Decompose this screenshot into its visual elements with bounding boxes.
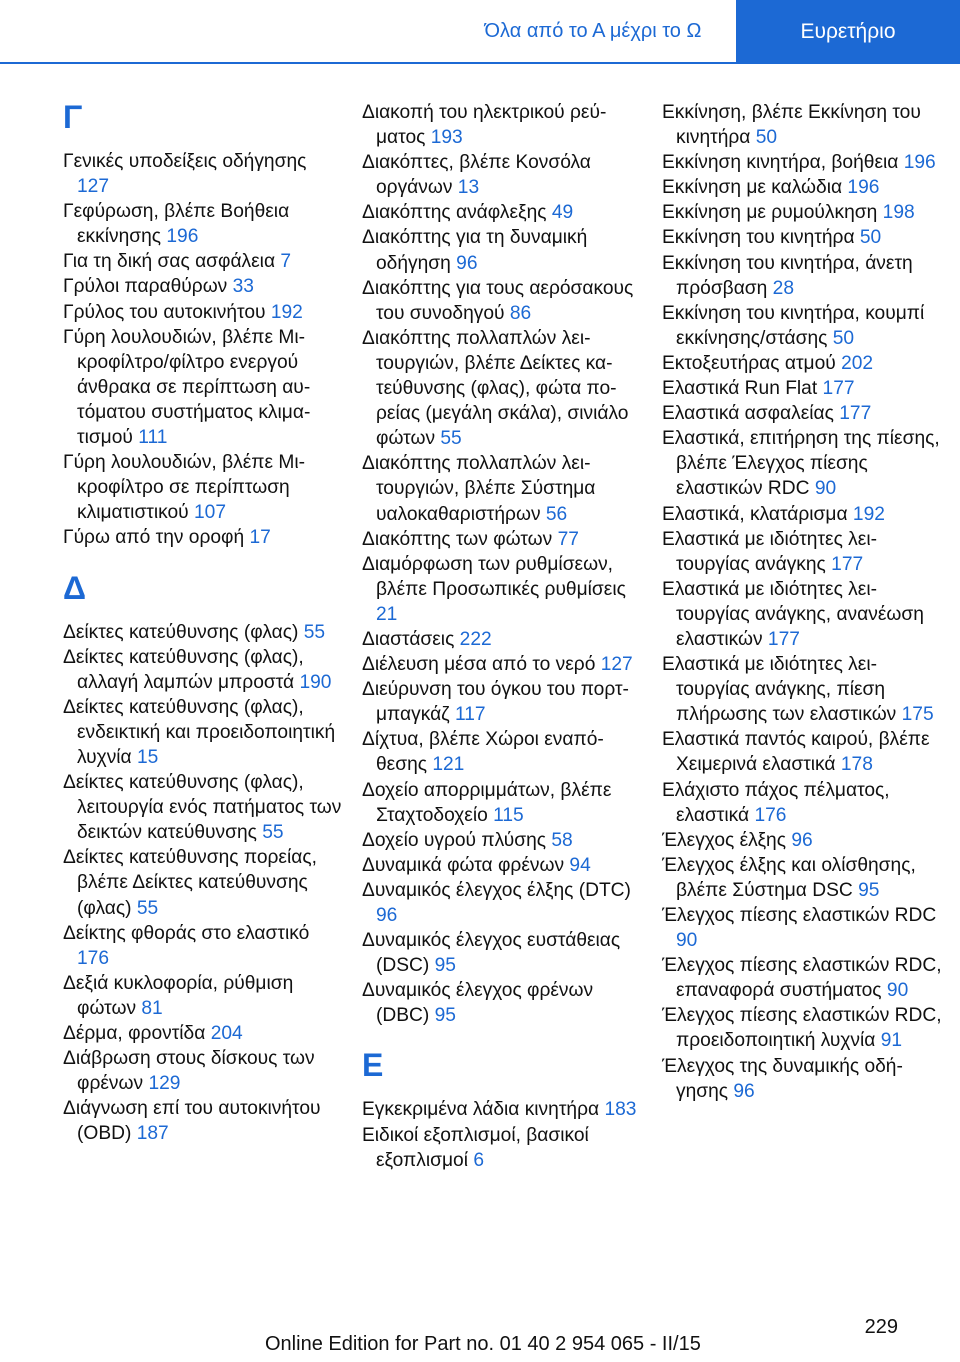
index-page-link[interactable]: 204 [210,1023,243,1044]
index-entry [362,778,642,828]
index-entry [362,727,642,777]
index-page-link[interactable]: 55 [136,897,159,919]
index-entry-text: Έλεγχος έλξης και ολίσθησης, βλέπε Σύστημα DSC [662,854,916,901]
index-entry [63,300,343,325]
index-entry [63,845,343,920]
index-page-link[interactable]: 90 [886,980,909,1002]
index-page-link[interactable]: 177 [831,553,864,575]
index-entry-text: Δείκτης φθοράς στο ελαστικό [63,922,310,944]
index-page-link[interactable]: 202 [841,352,874,374]
index-entry [362,1123,642,1173]
index-page-link[interactable]: 127 [77,176,110,198]
index-page-link[interactable]: 187 [136,1123,169,1145]
index-entry [63,325,343,450]
index-entry [362,878,642,928]
index-page-link[interactable]: 94 [569,854,591,876]
index-entry [63,645,343,695]
header-rule [0,62,960,64]
index-entry [63,695,343,770]
index-entry [362,451,642,526]
index-entry-text: Δυναμικός έλεγχος φρένων (DBC) [362,980,594,1027]
index-page-link[interactable]: 95 [434,955,456,977]
index-entry [63,450,343,525]
index-page-link[interactable]: 175 [901,704,934,726]
index-entry [662,426,942,501]
index-entry-text: Ελαστικά, επιτήρηση της πίεσης, βλέπε Έλεγχος πίεσης ελαστικών RDC [662,428,940,500]
index-entry-text: Εκκίνηση κινητήρα, βοήθεια [662,152,899,174]
index-page-link[interactable]: 55 [440,428,462,450]
index-entry [362,978,642,1028]
index-entry [662,828,942,853]
index-entry [63,971,343,1021]
index-entry-text: Δοχείο απορριμμάτων, βλέπε Σταχτοδοχείο [362,779,612,826]
index-page-link[interactable]: 121 [432,754,465,776]
index-page-link[interactable]: 58 [551,829,573,851]
index-page-link[interactable]: 196 [166,226,199,248]
index-entry [362,225,642,275]
index-entry-text: Γρύλοι παραθύρων [63,276,228,298]
index-entry-text: Γύρη λουλουδιών, βλέπε Μικροφίλτρο σε περίπτωση κλιματιστικού [63,452,306,524]
index-entry-text: Γρύλος του αυτοκινήτου [63,301,266,323]
index-entry-text: Δυναμικά φώτα φρένων [362,854,565,876]
index-entry [662,853,942,903]
index-page-link[interactable]: 177 [767,628,800,650]
index-page-link[interactable]: 190 [299,671,332,693]
index-entry-text: Έλεγχος πίεσης ελαστικών RDC, επαναφορά συστήματος [662,955,942,1002]
index-entry-text: Δείκτες κατεύθυνσης (φλας), λειτουργία ενός πατήματος των δεικτών κατεύθυνσης [63,772,342,844]
index-page-link[interactable]: 115 [493,804,524,826]
index-page-link[interactable]: 176 [77,947,110,969]
index-page-link[interactable]: 55 [303,621,326,643]
index-page-link[interactable]: 95 [434,1005,456,1027]
index-entry-text: Διακόπτης πολλαπλών λειτουργιών, βλέπε Δείκτες κατεύθυνσης (φλας), φώτα πορείας (μεγάλη σκάλα), σινιάλο φώτων [362,327,629,450]
index-entry [662,1003,942,1053]
index-entry-text: Δεξιά κυκλοφορία, ρύθμιση φώτων [63,972,294,1019]
index-page-link[interactable]: 33 [232,276,254,298]
index-entry-text: Γύρω από την οροφή [63,527,245,549]
index-page-link[interactable]: 129 [148,1073,181,1095]
index-entry-text: Γενικές υποδείξεις οδήγησης [63,151,307,172]
index-entry [63,921,343,971]
index-page-link[interactable]: 90 [676,930,698,952]
index-entry [63,1046,343,1096]
index-entry-text: Διακόπτης για τους αερόσακους του συνοδηγού [362,277,634,324]
index-entry [362,527,642,552]
index-entry [362,552,642,627]
index-entry-text: Εκκίνηση του κινητήρα [662,227,855,249]
index-page-link[interactable]: 55 [262,822,284,844]
index-entry-text: Διακόπτης για τη δυναμική οδήγηση [362,227,588,274]
index-column-2 [362,100,642,1173]
index-entry [362,652,642,677]
index-entry-text: Εκκίνηση του κινητήρα, κουμπί εκκίνησης/στάσης [662,302,925,349]
index-entry [362,928,642,978]
index-page-link[interactable]: 96 [733,1080,755,1102]
index-page-link[interactable]: 86 [509,302,532,324]
index-page-link[interactable]: 95 [858,879,880,901]
index-entry-text: Για τη δική σας ασφάλεια [63,251,276,273]
index-entry-text: Διακόπτης πολλαπλών λειτουργιών, βλέπε Σύστημα υαλοκαθαριστήρων [362,453,596,525]
index-entry [63,1021,343,1046]
index-entry [662,251,942,301]
index-entry [662,652,942,727]
index-page-link[interactable]: 50 [755,127,778,149]
index-entry [362,276,642,326]
index-entry-text: Εκτοξευτήρας ατμού [662,352,836,374]
index-entry [662,727,942,777]
index-entry [662,301,942,351]
index-page-link[interactable]: 111 [138,427,168,449]
index-entry-text: Δείκτες κατεύθυνσης (φλας) [63,621,299,643]
index-page-link[interactable]: 50 [832,327,855,349]
index-entry-text: Δείκτες κατεύθυνσης (φλας), αλλαγή λαμπών μπροστά [63,646,304,693]
index-entry [362,828,642,853]
index-page-link[interactable]: 176 [754,804,787,826]
index-page-link[interactable]: 96 [376,905,398,926]
section-tab: Ευρετήριο [736,0,960,64]
index-page-link[interactable]: 28 [772,277,794,299]
index-page-link[interactable]: 96 [791,829,813,851]
index-page-link[interactable]: 90 [814,478,837,500]
index-entry [662,502,942,527]
index-entry-text: Διάβρωση στους δίσκους των φρένων [63,1048,315,1095]
index-entry [662,200,942,225]
index-entry-text: Εκκίνηση, βλέπε Εκκίνηση του κινητήρα [662,102,921,149]
index-entry-text: Διάγνωση επί του αυτοκινήτου (OBD) [63,1098,321,1145]
index-page-link[interactable]: 56 [545,503,568,525]
index-entry [63,249,343,274]
index-entry-text: Έλεγχος της δυναμικής οδήγησης [662,1055,903,1102]
index-page-link[interactable]: 196 [903,152,936,174]
index-page-link[interactable]: 81 [141,997,163,1019]
index-page-link[interactable]: 17 [249,527,271,549]
index-entry [63,149,343,199]
index-entry-text: Ελάχιστο πάχος πέλματος, ελαστικά [662,779,890,826]
index-entry-text: Διακόπτης ανάφλεξης [362,202,547,224]
index-page-link[interactable]: 15 [137,746,159,768]
index-entry [362,326,642,451]
index-entry [662,527,942,577]
index-entry-text: Δοχείο υγρού πλύσης [362,829,546,851]
index-page-link[interactable]: 49 [551,202,574,224]
index-entry-text: Διακοπή του ηλεκτρικού ρεύματος [362,102,607,149]
index-letter-heading: Δ [63,569,86,606]
index-page-link[interactable]: 178 [840,754,873,776]
index-entry-text: Ελαστικά με ιδιότητες λειτουργίας ανάγκης [662,528,877,575]
index-page-link[interactable]: 222 [459,628,492,650]
index-entry-text: Εγκεκριμένα λάδια κινητήρα [362,1099,600,1121]
index-entry [362,200,642,225]
index-entry [662,376,942,401]
index-entry [662,903,942,953]
index-entry-text: Δείκτες κατεύθυνσης πορείας, βλέπε Δείκτες κατεύθυνσης (φλας) [63,847,317,919]
index-page-link[interactable]: 50 [859,227,882,249]
edition-note: Online Edition for Part no. 01 40 2 954 065 - II/15 [265,1333,701,1355]
index-page-link[interactable]: 193 [430,127,463,149]
index-entry-text: Διέλευση μέσα από το νερό [362,654,596,676]
index-entry-text: Διακόπτες, βλέπε Κονσόλα οργάνων [362,152,591,199]
index-entry-text: Ελαστικά παντός καιρού, βλέπε Χειμερινά ελαστικά [662,729,930,776]
index-page-link[interactable]: 7 [280,251,292,273]
index-entry-text: Διακόπτης των φώτων [362,528,553,550]
index-entry-text: Εκκίνηση με καλώδια [662,177,843,199]
index-entry-text: Ελαστικά Run Flat [662,378,818,400]
index-entry [362,100,642,150]
index-entry [662,175,942,200]
index-entry-text: Διαστάσεις [362,628,455,650]
index-entry [362,627,642,652]
chapter-title: Όλα από το Α μέχρι το Ω [484,19,702,42]
index-entry-text: Εκκίνηση με ρυμούλκηση [662,202,878,224]
index-entry-text: Ελαστικά με ιδιότητες λειτουργίας ανάγκης, ανανέωση ελαστικών [662,578,924,650]
index-page-link[interactable]: 91 [880,1030,903,1052]
index-letter-heading: Ε [362,1047,384,1084]
index-entry [662,100,942,150]
index-page-link[interactable]: 196 [847,177,880,199]
index-entry-text: Δείκτες κατεύθυνσης (φλας), ενδεικτική και προειδοποιητική λυχνία [63,696,336,768]
index-entry [63,525,343,550]
index-entry-text: Γεφύρωση, βλέπε Βοήθεια εκκίνησης [63,201,290,248]
page-number: 229 [864,1316,898,1338]
index-entry [662,225,942,250]
index-entry [362,677,642,727]
index-page-link[interactable]: 127 [600,654,633,676]
index-entry-text: Δυναμικός έλεγχος ευστάθειας (DSC) [362,930,621,977]
index-entry-text: Δέρμα, φροντίδα [63,1023,206,1044]
index-entry [662,150,942,175]
index-entry [63,770,343,845]
index-entry-text: Δίχτυα, βλέπε Χώροι εναπόθεσης [362,729,604,776]
index-entry [63,274,343,299]
index-page-link[interactable]: 13 [457,177,480,199]
index-entry-text: Ελαστικά, κλατάρισμα [662,503,848,525]
index-entry [63,199,343,249]
index-entry [662,351,942,376]
index-entry-text: Ειδικοί εξοπλισμοί, βασικοί εξοπλισμοί [362,1124,589,1171]
index-page-link[interactable]: 177 [839,403,872,425]
index-entry [362,150,642,200]
index-page-link[interactable]: 192 [270,301,303,323]
index-entry-text: Έλεγχος πίεσης ελαστικών RDC [662,905,937,926]
index-page-link[interactable]: 107 [194,502,227,524]
index-page-link[interactable]: 198 [882,202,915,224]
index-entry-text: Εκκίνηση του κινητήρα, άνετη πρόσβαση [662,252,913,299]
index-page-link[interactable]: 117 [454,704,486,726]
index-entry [662,401,942,426]
index-page-link[interactable]: 177 [822,378,855,400]
index-entry-text: Ελαστικά με ιδιότητες λειτουργίας ανάγκης, πίεση πλήρωσης των ελαστικών [662,654,897,726]
index-entry [662,778,942,828]
index-entry [63,1096,343,1146]
index-entry-text: Διεύρυνση του όγκου του πορτ-μπαγκάζ [362,679,629,726]
index-entry [63,620,343,645]
index-entry [362,1097,642,1122]
index-entry [662,1054,942,1104]
index-letter-heading: Γ [63,99,83,135]
index-column-1 [63,100,343,1146]
index-page-link[interactable]: 6 [473,1149,484,1171]
index-page-link[interactable]: 77 [557,528,579,550]
index-entry-text: Διαμόρφωση των ρυθμίσεων, βλέπε Προσωπικές ρυθμίσεις [362,553,626,600]
index-entry [362,853,642,878]
index-page-link[interactable]: 21 [376,603,398,625]
index-entry-text: Έλεγχος πίεσης ελαστικών RDC, προειδοποιητική λυχνία [662,1005,942,1052]
index-entry [662,577,942,652]
index-page-link[interactable]: 96 [456,252,478,274]
index-entry-text: Γύρη λουλουδιών, βλέπε Μικροφίλτρο/φίλτρο ενεργού άνθρακα σε περίπτωση αυτόματου συστήματος κλιματισμού [63,326,311,449]
index-page-link[interactable]: 192 [852,503,885,525]
index-entry [662,953,942,1003]
index-page-link[interactable]: 183 [604,1099,637,1121]
index-column-3 [662,100,942,1104]
index-entry-text: Έλεγχος έλξης [662,829,786,851]
index-entry-text: Ελαστικά ασφαλείας [662,403,834,425]
index-entry-text: Δυναμικός έλεγχος έλξης (DTC) [362,879,631,901]
